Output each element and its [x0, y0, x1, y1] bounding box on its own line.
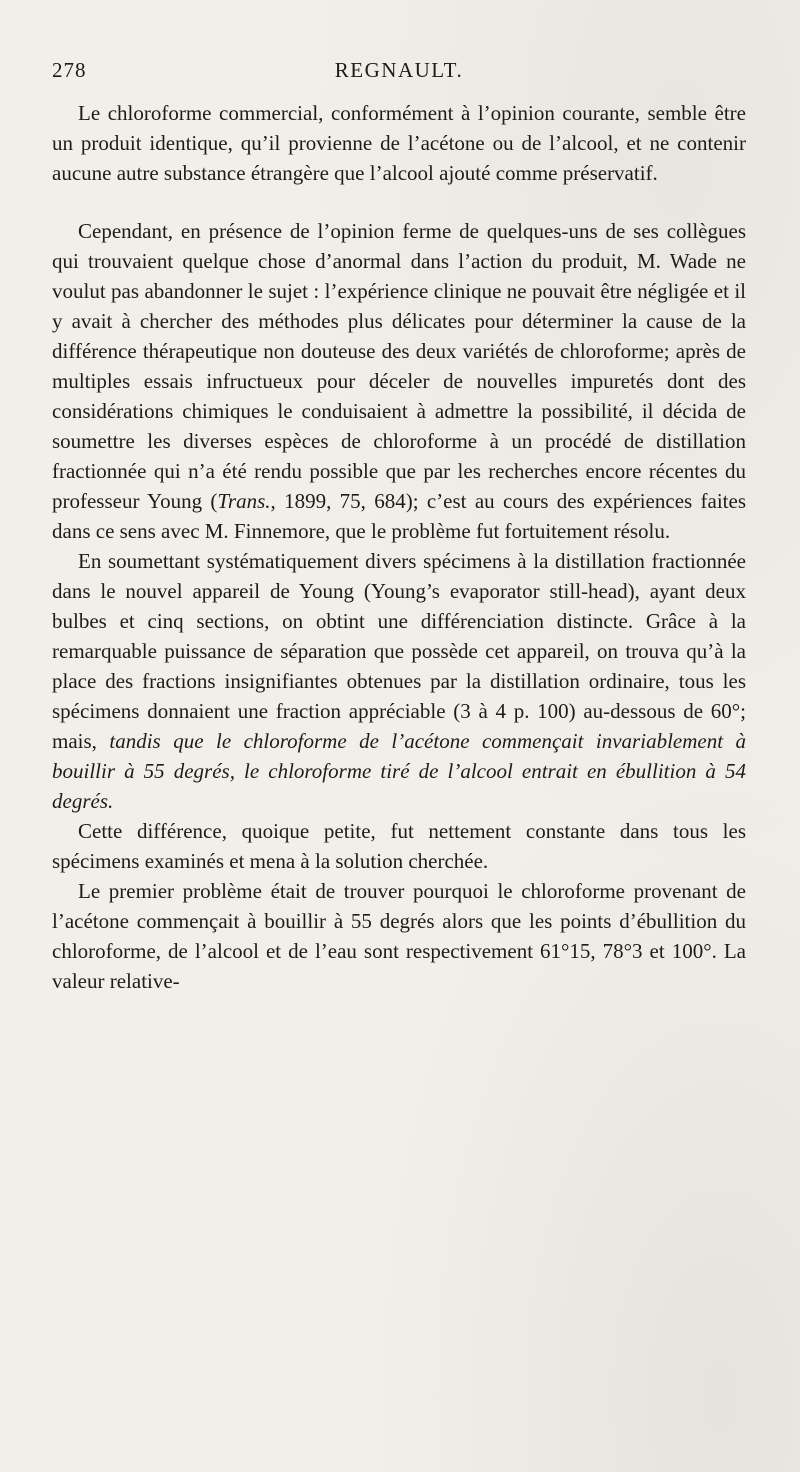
paragraph-2-text: Cependant, en présence de l’opinion ferme de quelques-uns de ses collègues qui trouvaient quelque chose d’anormal dans l’action du produit, M. Wade ne voulut pas abandonner le sujet : l’expérience clinique ne pouvait être négligée et il y avait à chercher des méthodes plus délicates pour déterminer la cause de la différence thérapeutique non douteuse des deux variétés de chloroforme; après de multiples essais infructueux pour déceler de nouvelles impuretés dont des considérations chimiques le conduisaient à admettre la possibilité, il décida de soumettre les diverses espèces de chloroforme à un procédé de distillation fractionnée qui n’a été rendu possible que par les recherches encore récentes du professeur Young (	[52, 219, 746, 513]
paragraph-3-italic: tandis que le chloroforme de l’acétone commençait invariablement à bouillir à 55 degrés, le chloroforme tiré de l’alcool entrait en ébullition à 54 degrés.	[52, 729, 747, 813]
paragraph-1	[52, 98, 746, 188]
paragraph-5	[52, 876, 746, 996]
paragraph-4	[52, 816, 746, 876]
paragraph-2-text-after: , 1899, 75, 684); c’est au cours des expériences faites dans ce sens avec M. Finnemore, que le problème fut fortuitement résolu.	[52, 489, 746, 543]
running-header	[52, 58, 746, 88]
body-text	[52, 98, 746, 996]
paragraph-2-italic: Trans.	[217, 489, 271, 513]
paragraph-5-text: Le premier problème était de trouver pourquoi le chloroforme provenant de l’acétone commençait à bouillir à 55 degrés alors que les points d’ébullition du chloroforme, de l’alcool et de l’eau sont respectivement 61°15, 78°3 et 100°. La valeur relative-	[52, 879, 746, 993]
paragraph-3	[52, 546, 746, 816]
paragraph-4-text: Cette différence, quoique petite, fut nettement constante dans tous les spécimens examinés et mena à la solution cherchée.	[52, 819, 746, 873]
paragraph-2	[52, 216, 746, 546]
paragraph-3-text: En soumettant systématiquement divers spécimens à la distillation fractionnée dans le nouvel appareil de Young (Young’s evaporator still-head), ayant deux bulbes et cinq sections, on obtint une différenciation distincte. Grâce à la remarquable puissance de séparation que possède cet appareil, on trouva qu’à la place des fractions insignifiantes obtenues par la distillation ordinaire, tous les spécimens donnaient une fraction appréciable (3 à 4 p. 100) au-dessous de 60°; mais,	[52, 549, 746, 753]
paragraph-1-text: Le chloroforme commercial, conformément à l’opinion courante, semble être un produit identique, qu’il provienne de l’acétone ou de l’alcool, et ne contenir aucune autre substance étrangère que l’alcool ajouté comme préservatif.	[52, 101, 746, 185]
page-number: 278	[52, 58, 87, 82]
header-title: REGNAULT.	[334, 58, 464, 82]
